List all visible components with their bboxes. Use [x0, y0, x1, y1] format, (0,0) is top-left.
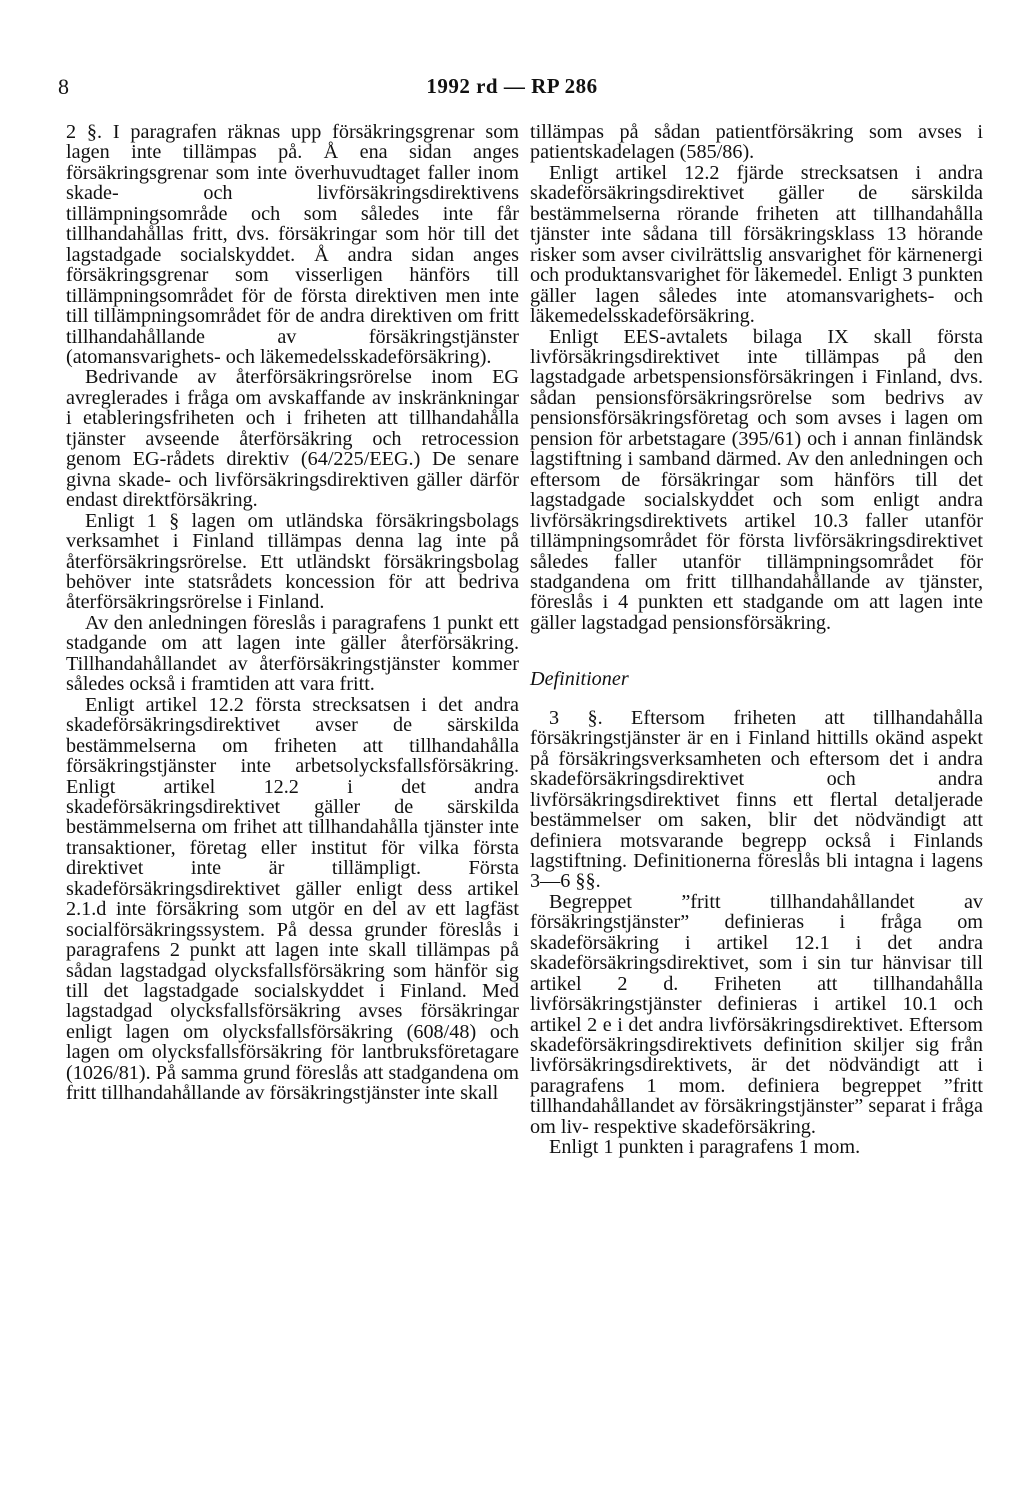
paragraph: tillämpas på sådan patientförsäkring som avses i patientskadelagen (585/86).: [530, 121, 983, 164]
paragraph: Enligt EES-avtalets bilaga IX skall första livförsäkringsdirektivet inte tillämpas på den lagstadgade arbetspensionsförsäkringen i Finland, dvs. sådan pensionsförsäkringsrörelse som bedrivs av pensionsförsäkringsföretag och som avses i lagen om pension för arbetstagare (395/61) och i annan finländsk lagstiftning i samband därmed. Av den anledningen och eftersom de försäkringar som hänförs till det lagstadgade socialskyddet och som enligt andra livförsäkringsdirektivets artikel 10.3 faller utanför tillämpningsområdet för första livförsäkringsdirektivet således faller utanför tillämpningsområdet för stadgandena om fritt tillhandahållande av tjänster, föreslås i 4 punkten ett stadgande om att lagen inte gäller lagstadgad pensionsförsäkring.: [530, 325, 983, 634]
running-title: 1992 rd — RP 286: [426, 74, 598, 98]
paragraph: Enligt 1 punkten i paragrafens 1 mom.: [549, 1136, 861, 1159]
paragraph: Begreppet ”fritt tillhandahållandet av försäkringstjänster” definieras i fråga om skadeförsäkring i artikel 12.1 i det andra skadeförsäkringsdirektivet, som i sin tur hänvisar till artikel 2 d. Friheten att tillhandahålla livförsäkringstjänster definieras i artikel 10.1 och artikel 2 e i det andra livförsäkringsdirektivet. Eftersom skadeförsäkringsdirektivets definition skiljer sig från livförsäkringsdirektivets, är det nödvändigt att i paragrafens 1 mom. definiera begreppet ”fritt tillhandahållandet av försäkringstjänster” separat i fråga om liv- respektive skadeförsäkring.: [530, 890, 983, 1138]
paragraph: Enligt artikel 12.2 fjärde strecksatsen i andra skadeförsäkringsdirektivet gäller de särskilda bestämmelserna rörande friheten att tillhandahålla tjänster inte sådana till försäkringsklass 13 hörande risker som avser civilrättslig ansvarighet för kärnenergi och produktansvarighet för läkemedel. Enligt 3 punkten gäller lagen således inte atomansvarighets- och läkemedelsskadeförsäkring.: [530, 161, 983, 328]
paragraph: Bedrivande av återförsäkringsrörelse inom EG avreglerades i fråga om avskaffande av inskränkningar i etableringsfriheten och i friheten att tillhandahålla tjänster avseende återförsäkring och retrocession genom EG-rådets direktiv (64/225/EEG.) De senare givna skade- och livförsäkringsdirektiven gäller därför endast direktförsäkring.: [66, 366, 519, 512]
left-column: [66, 122, 519, 1104]
paragraph: Enligt 1 § lagen om utländska försäkringsbolags verksamhet i Finland tillämpas denna lag inte på återförsäkringsrörelse. Ett utländskt försäkringsbolag behöver inte statsrådets koncession för att bedriva återförsäkringsrörelse i Finland.: [66, 509, 519, 614]
paragraph: Av den anledningen föreslås i paragrafens 1 punkt ett stadgande om att lagen inte gäller återförsäkring. Tillhandahållandet av återförsäkringstjänster kommer således också i framtiden att vara fritt.: [66, 611, 519, 696]
right-column: [530, 122, 983, 1158]
paragraph: 2 §. I paragrafen räknas upp försäkringsgrenar som lagen inte tillämpas på. Å ena sidan anges försäkringsgrenar som inte överhuvudtaget faller inom skade- och livförsäkringsdirektivens tillämpningsområde och som således inte får tillhandahållas fritt, dvs. försäkringar som hör till det lagstadgade socialskyddet. Å andra sidan anges försäkringsgrenar som visserligen hänförs till tillämpningsområdet för de första direktiven men inte till tillämpningsområdet för de andra direktiven om fritt tillhandahållande av försäkringstjänster (atomansvarighets- och läkemedelsskadeförsäkring).: [66, 121, 519, 368]
section-heading: Definitioner: [530, 668, 629, 691]
paragraph: Enligt artikel 12.2 första strecksatsen i det andra skadeförsäkringsdirektivet avser de särskilda bestämmelserna om friheten att tillhandahålla försäkringstjänster inte arbetsolycksfallsförsäkring. Enligt artikel 12.2 i det andra skadeförsäkringsdirektivet gäller de särskilda bestämmelserna om frihet att tillhandahålla tjänster inte transaktioner, företag eller institut för vilka första direktivet inte är tillämpligt. Första skadeförsäkringsdirektivet gäller enligt dess artikel 2.1.d inte försäkring som utgör en del av ett lagfäst socialförsäkringssystem. På dessa grunder föreslås i paragrafens 2 punkt att lagen inte skall tillämpas på sådan lagstadgad olycksfallsförsäkring som hänför sig till det lagstadgade socialskyddet i Finland. Med lagstadgad olycksfallsförsäkring avses försäkringar enligt lagen om olycksfallsförsäkring (608/48) och lagen om olycksfallsförsäkring för lantbruksföretagare (1026/81). På samma grund föreslås att stadgandena om fritt tillhandahållande av försäkringstjänster inte skall: [66, 693, 519, 1105]
paragraph: 3 §. Eftersom friheten att tillhandahålla försäkringstjänster är en i Finland hittills okänd aspekt på försäkringsverksamheten och eftersom det i andra skadeförsäkringsdirektivet och andra livförsäkringsdirektivet finns ett flertal detaljerade bestämmelser om saken, blir det nödvändigt att definiera motsvarande begrepp också i Finlands lagstiftning. Definitionerna föreslås bli intagna i lagens 3—6 §§.: [530, 706, 983, 893]
page-header: [0, 74, 1024, 104]
page-number: 8: [58, 74, 69, 99]
